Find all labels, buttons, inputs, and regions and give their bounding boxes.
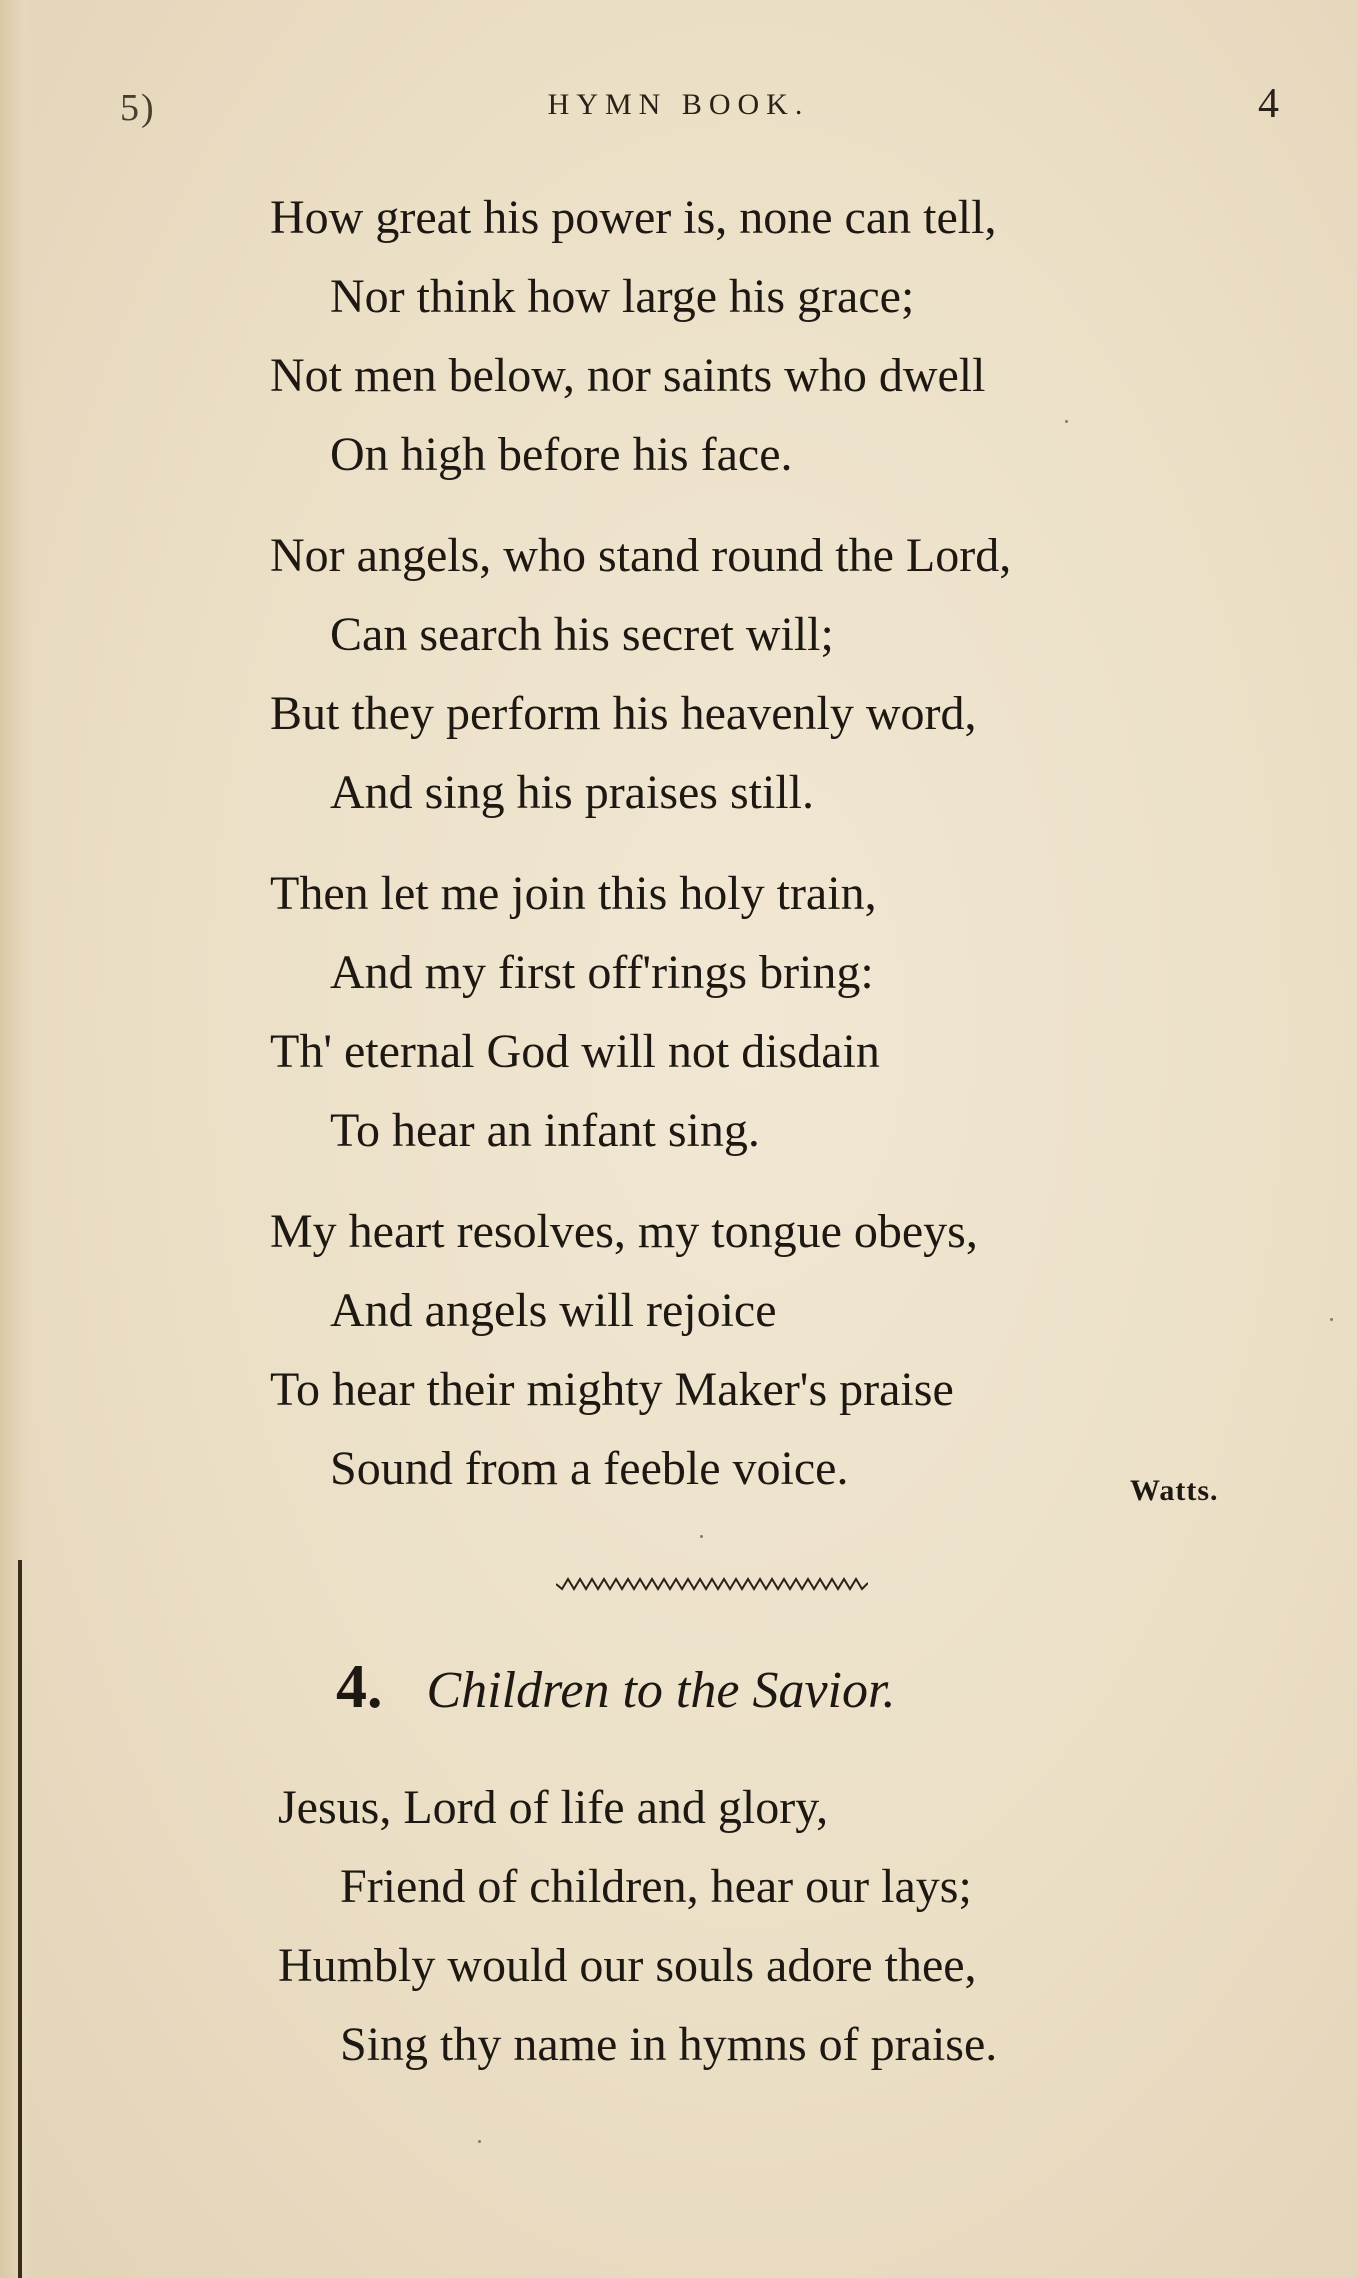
verse-line: On high before his face. bbox=[330, 428, 793, 481]
verse-line: To hear an infant sing. bbox=[330, 1104, 760, 1157]
verse-line: Humbly would our souls adore thee, bbox=[278, 1939, 977, 1992]
verse-line: And my first off'rings bring: bbox=[330, 946, 874, 999]
stanza-4 bbox=[270, 1192, 1310, 1508]
verse-line: Th' eternal God will not disdain bbox=[270, 1025, 880, 1078]
verse-line: But they perform his heavenly word, bbox=[270, 687, 977, 740]
hymn-4-heading bbox=[336, 1652, 895, 1723]
stanza-3 bbox=[270, 854, 1310, 1170]
running-title: HYMN BOOK. bbox=[547, 88, 810, 121]
verse-line: Nor think how large his grace; bbox=[330, 270, 915, 323]
stanza-2 bbox=[270, 516, 1310, 832]
ornamental-divider bbox=[556, 1575, 868, 1593]
page-number: 4 bbox=[1258, 81, 1279, 127]
verse-line: Can search his secret will; bbox=[330, 608, 834, 661]
verse-line: My heart resolves, my tongue obeys, bbox=[270, 1205, 978, 1258]
page-header bbox=[0, 80, 1357, 140]
paper-speck bbox=[1065, 420, 1068, 423]
verse-line: Jesus, Lord of life and glory, bbox=[278, 1781, 829, 1834]
paper-speck bbox=[1330, 1318, 1333, 1321]
verse-line: Friend of children, hear our lays; bbox=[340, 1860, 972, 1913]
verse-line: How great his power is, none can tell, bbox=[270, 191, 997, 244]
hymn-4-text bbox=[278, 1768, 1318, 2106]
paper-speck bbox=[478, 2140, 481, 2143]
binding-shadow-line bbox=[18, 1560, 22, 2278]
binding-edge bbox=[0, 0, 34, 2278]
verse-line: To hear their mighty Maker's praise bbox=[270, 1363, 954, 1416]
verse-line: Not men below, nor saints who dwell bbox=[270, 349, 986, 402]
hymn-number: 4. bbox=[336, 1653, 383, 1721]
stanza-1 bbox=[278, 1768, 1318, 2084]
page-reference: 5) bbox=[120, 87, 156, 129]
verse-line: Nor angels, who stand round the Lord, bbox=[270, 529, 1012, 582]
verse-line: Sound from a feeble voice. bbox=[330, 1442, 849, 1495]
hymn-3-text bbox=[270, 178, 1310, 1530]
hymn-title: Children to the Savior. bbox=[426, 1662, 896, 1719]
verse-line: And angels will rejoice bbox=[330, 1284, 777, 1337]
verse-line: Then let me join this holy train, bbox=[270, 867, 877, 920]
verse-line: And sing his praises still. bbox=[330, 766, 815, 819]
paper-speck bbox=[700, 1535, 703, 1538]
verse-line-with-attribution bbox=[270, 1429, 1310, 1508]
verse-line: Sing thy name in hymns of praise. bbox=[340, 2018, 998, 2071]
author-attribution: Watts. bbox=[1130, 1474, 1219, 1507]
stanza-1 bbox=[270, 178, 1310, 494]
